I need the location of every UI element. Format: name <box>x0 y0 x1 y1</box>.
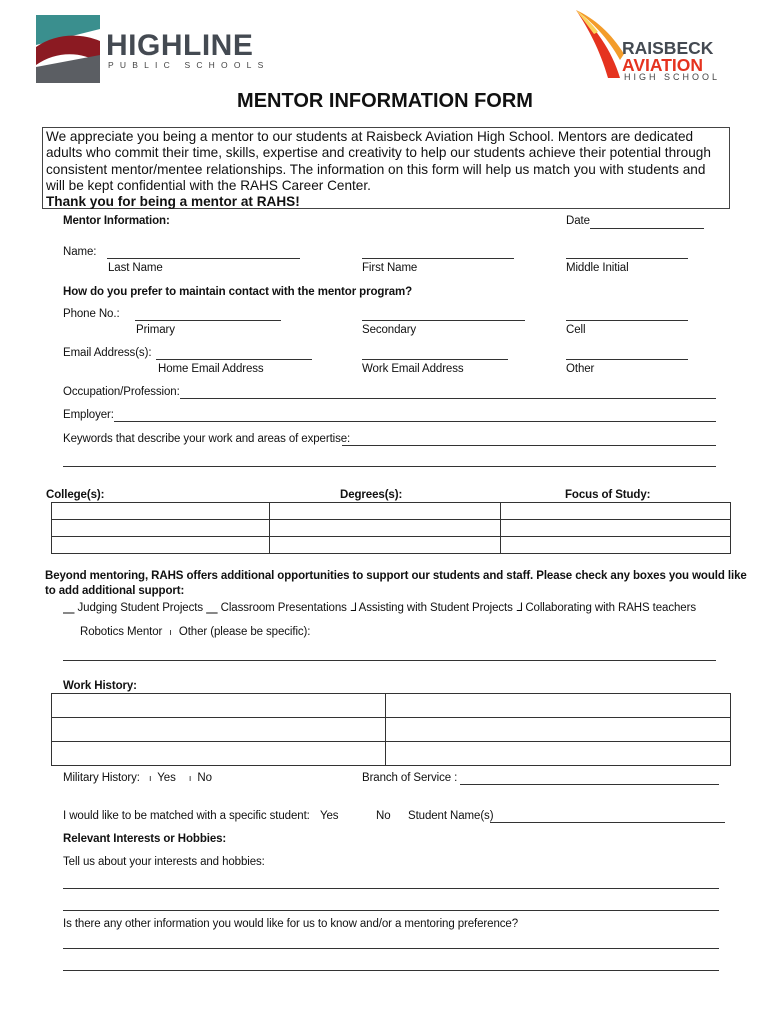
student-name-label: Student Name(s) <box>408 810 494 822</box>
keywords-field-line2[interactable] <box>63 466 716 467</box>
last-name-label: Last Name <box>108 262 163 274</box>
other-info-field-line1[interactable] <box>63 948 719 949</box>
college-cell[interactable] <box>52 503 270 520</box>
interests-heading: Relevant Interests or Hobbies: <box>63 833 227 845</box>
military-no-checkbox[interactable]: ı <box>188 773 192 783</box>
work-history-table <box>51 693 731 766</box>
secondary-phone-field[interactable] <box>362 320 525 321</box>
first-name-field[interactable] <box>362 258 514 259</box>
college-cell[interactable] <box>52 520 270 537</box>
home-email-field[interactable] <box>156 359 312 360</box>
middle-initial-label: Middle Initial <box>566 262 629 274</box>
highline-emblem-icon <box>36 15 100 83</box>
phone-label: Phone No.: <box>63 308 120 320</box>
other-info-prompt: Is there any other information you would like for us to know and/or a mentoring preference? <box>63 918 518 930</box>
highline-subtitle: PUBLIC SCHOOLS <box>108 60 270 70</box>
option-other-label: Other (please be specific): <box>178 626 311 638</box>
checkbox-assisting[interactable]: ⅃ <box>349 602 357 614</box>
home-email-label: Home Email Address <box>158 363 264 375</box>
thank-you-text: Thank you for being a mentor at RAHS! <box>46 194 300 210</box>
cell-phone-field[interactable] <box>566 320 688 321</box>
intro-text: We appreciate you being a mentor to our students at Raisbeck Aviation High School. Mentors are dedicated adults who commit their time, skills, expertise and creativity to help our students achieve their potential through consistent mentor/mentee relationships. The information on this form will help us match you with students and will be kept confidential with the RAHS Career Center. <box>46 129 711 193</box>
page-title: MENTOR INFORMATION FORM <box>237 90 533 112</box>
match-yes-label[interactable]: Yes <box>320 810 339 822</box>
date-field[interactable] <box>590 228 704 229</box>
match-no-label[interactable]: No <box>376 810 391 822</box>
highline-logo <box>36 15 270 85</box>
email-label: Email Address(s): <box>63 347 152 359</box>
keywords-field[interactable] <box>342 445 716 446</box>
table-row <box>52 520 731 537</box>
raisbeck-line3: HIGH SCHOOL <box>624 72 721 82</box>
keywords-label: Keywords that describe your work and areas of expertise: <box>63 433 351 445</box>
other-info-field-line2[interactable] <box>63 970 719 971</box>
raisbeck-plane-icon <box>574 8 628 80</box>
work-cell[interactable] <box>52 718 386 742</box>
date-label: Date <box>566 215 590 227</box>
option-assisting-label: Assisting with Student Projects <box>358 602 513 614</box>
work-cell[interactable] <box>52 694 386 718</box>
student-name-field[interactable] <box>490 822 725 823</box>
option-robotics-label: Robotics Mentor <box>80 626 163 638</box>
checkbox-collaborating[interactable]: ⅃ <box>515 602 523 614</box>
focus-cell[interactable] <box>501 520 731 537</box>
degree-cell[interactable] <box>270 503 501 520</box>
raisbeck-line1: RAISBECK <box>622 38 714 58</box>
military-yes-checkbox[interactable]: ı <box>149 773 152 783</box>
table-row <box>52 694 731 718</box>
table-row <box>52 742 731 766</box>
last-name-field[interactable] <box>107 258 300 259</box>
middle-initial-field[interactable] <box>566 258 688 259</box>
degree-cell[interactable] <box>270 520 501 537</box>
degree-cell[interactable] <box>270 537 501 554</box>
raisbeck-logo <box>574 8 744 80</box>
checkbox-judging[interactable]: ⎽ <box>63 602 75 614</box>
focus-cell[interactable] <box>501 503 731 520</box>
table-row <box>52 718 731 742</box>
military-yes-label: Yes <box>157 772 176 784</box>
military-no-label: No <box>197 772 212 784</box>
table-row <box>52 537 731 554</box>
work-cell[interactable] <box>386 694 731 718</box>
mentor-info-heading: Mentor Information: <box>63 215 170 227</box>
option-judging-label: Judging Student Projects <box>77 602 203 614</box>
degrees-header: Degrees(s): <box>340 489 403 501</box>
occupation-label: Occupation/Profession: <box>63 386 180 398</box>
other-opportunity-field[interactable] <box>63 660 716 661</box>
focus-header: Focus of Study: <box>565 489 651 501</box>
primary-phone-label: Primary <box>136 324 175 336</box>
military-row <box>63 772 212 784</box>
work-history-heading: Work History: <box>63 680 137 692</box>
opportunities-text-line1: Beyond mentoring, RAHS offers additional opportunities to support our students and staff. Please check any boxes you would like <box>45 570 747 582</box>
occupation-field[interactable] <box>180 398 716 399</box>
interests-field-line1[interactable] <box>63 888 719 889</box>
other-email-label: Other <box>566 363 595 375</box>
opportunities-text-line2: to add additional support: <box>45 585 185 597</box>
primary-phone-field[interactable] <box>135 320 281 321</box>
college-cell[interactable] <box>52 537 270 554</box>
checkbox-presentations[interactable]: ⎽ <box>206 602 218 614</box>
opportunities-options-row2 <box>80 626 310 638</box>
interests-field-line2[interactable] <box>63 910 719 911</box>
table-row <box>52 503 731 520</box>
match-label: I would like to be matched with a specific student: <box>63 810 310 822</box>
name-label: Name: <box>63 246 97 258</box>
intro-box <box>42 127 730 209</box>
work-cell[interactable] <box>386 718 731 742</box>
interests-prompt: Tell us about your interests and hobbies: <box>63 856 265 868</box>
checkbox-robotics[interactable]: ı <box>169 627 172 637</box>
option-presentations-label: Classroom Presentations <box>220 602 347 614</box>
secondary-phone-label: Secondary <box>362 324 417 336</box>
work-email-label: Work Email Address <box>362 363 464 375</box>
opportunities-options-row1 <box>63 602 696 615</box>
first-name-label: First Name <box>362 262 418 274</box>
other-email-field[interactable] <box>566 359 688 360</box>
highline-name: HIGHLINE <box>106 29 254 62</box>
work-cell[interactable] <box>52 742 386 766</box>
raisbeck-line2: AVIATION <box>622 55 704 75</box>
contact-heading: How do you prefer to maintain contact with the mentor program? <box>63 286 413 298</box>
colleges-header: College(s): <box>46 489 105 501</box>
focus-cell[interactable] <box>501 537 731 554</box>
option-collaborating-label: Collaborating with RAHS teachers <box>525 602 696 614</box>
education-table <box>51 502 731 554</box>
employer-field[interactable] <box>114 421 716 422</box>
employer-label: Employer: <box>63 409 114 421</box>
work-cell[interactable] <box>386 742 731 766</box>
military-label: Military History: <box>63 772 140 784</box>
work-email-field[interactable] <box>362 359 508 360</box>
branch-label: Branch of Service : <box>362 772 458 784</box>
cell-phone-label: Cell <box>566 324 586 336</box>
branch-field[interactable] <box>460 784 719 785</box>
